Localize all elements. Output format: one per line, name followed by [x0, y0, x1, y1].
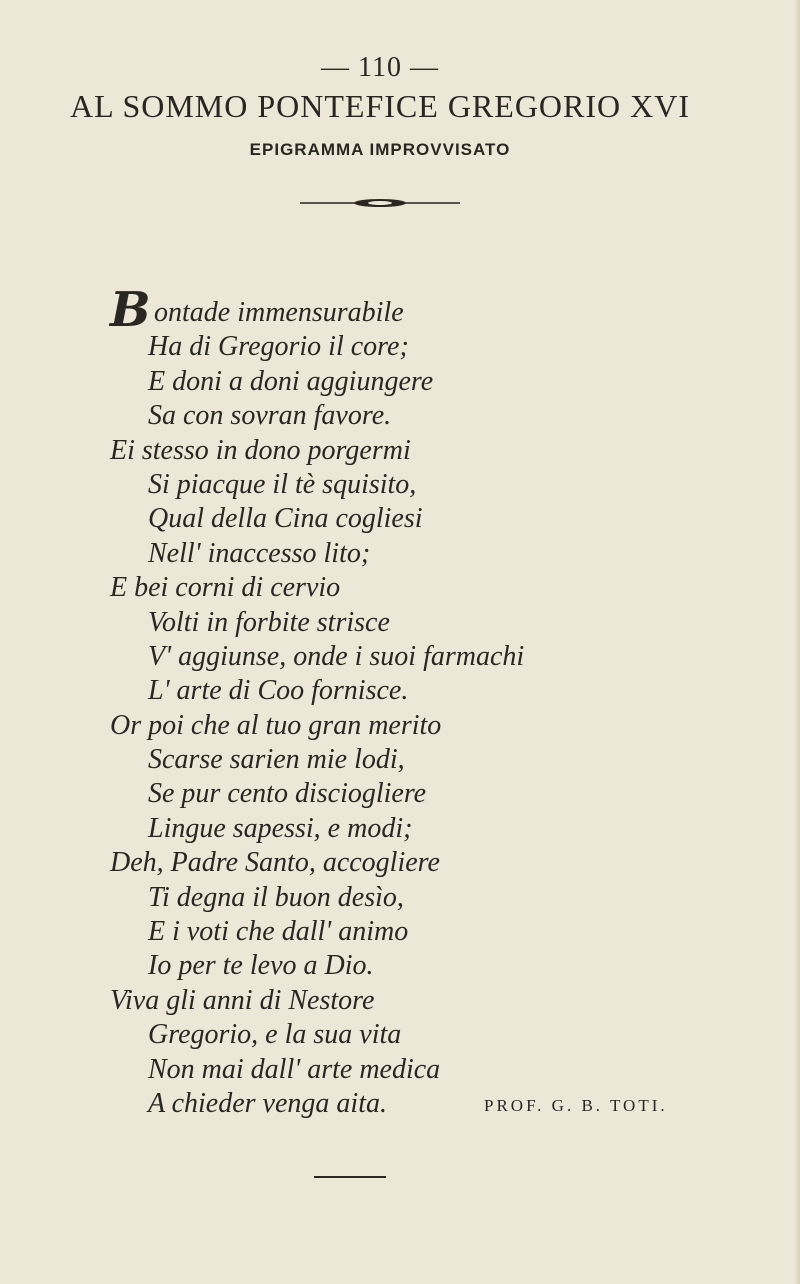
poem-line-6: Si piacque il tè squisito, [148, 468, 417, 500]
poem-line-8: Nell' inaccesso lito; [148, 537, 371, 569]
poem-line-19: E i voti che dall' animo [148, 916, 409, 948]
poem-subtitle: EPIGRAMMA IMPROVVISATO [249, 140, 511, 159]
ornament-divider-icon [300, 196, 460, 210]
drop-cap: B [110, 282, 151, 338]
poem-line-24: A chieder venga aita. [148, 1087, 387, 1119]
author-signature: PROF. G. B. TOTI. [484, 1096, 668, 1115]
poem-line-3: E doni a doni aggiungere [148, 365, 434, 397]
poem-line-5: Ei stesso in dono porgermi [110, 434, 411, 466]
poem-body [110, 282, 750, 1121]
page-number: — 110 — [321, 52, 439, 83]
poem-line-12: L' arte di Coo fornisce. [148, 675, 409, 707]
poem-line-1 [110, 282, 750, 338]
poem-line-18: Ti degna il buon desìo, [148, 881, 404, 913]
poem-line-14: Scarse sarien mie lodi, [148, 744, 405, 776]
end-rule [314, 1176, 386, 1178]
poem-line-9: E bei corni di cervio [110, 572, 341, 604]
poem-line-17: Deh, Padre Santo, accogliere [110, 847, 440, 879]
poem-line-23: Non mai dall' arte medica [148, 1053, 441, 1085]
poem-line-text: ontade immensurabile [154, 297, 404, 328]
poem-line-4: Sa con sovran favore. [148, 400, 392, 432]
poem-title: AL SOMMO PONTEFICE GREGORIO XVI [69, 88, 691, 124]
poem-line-11: V' aggiunse, onde i suoi farmachi [148, 640, 525, 672]
page-edge [794, 0, 800, 1284]
poem-line-15: Se pur cento disciogliere [148, 778, 427, 810]
poem-line-16: Lingue sapessi, e modi; [148, 812, 413, 844]
poem-line-20: Io per te levo a Dio. [148, 950, 374, 982]
poem-line-22: Gregorio, e la sua vita [148, 1019, 402, 1051]
poem-line-21: Viva gli anni di Nestore [110, 984, 375, 1016]
poem-line-13: Or poi che al tuo gran merito [110, 709, 442, 741]
poem-line-2: Ha di Gregorio il core; [148, 331, 409, 363]
poem-line-7: Qual della Cina cogliesi [148, 503, 423, 535]
poem-line-10: Volti in forbite strisce [148, 606, 390, 638]
